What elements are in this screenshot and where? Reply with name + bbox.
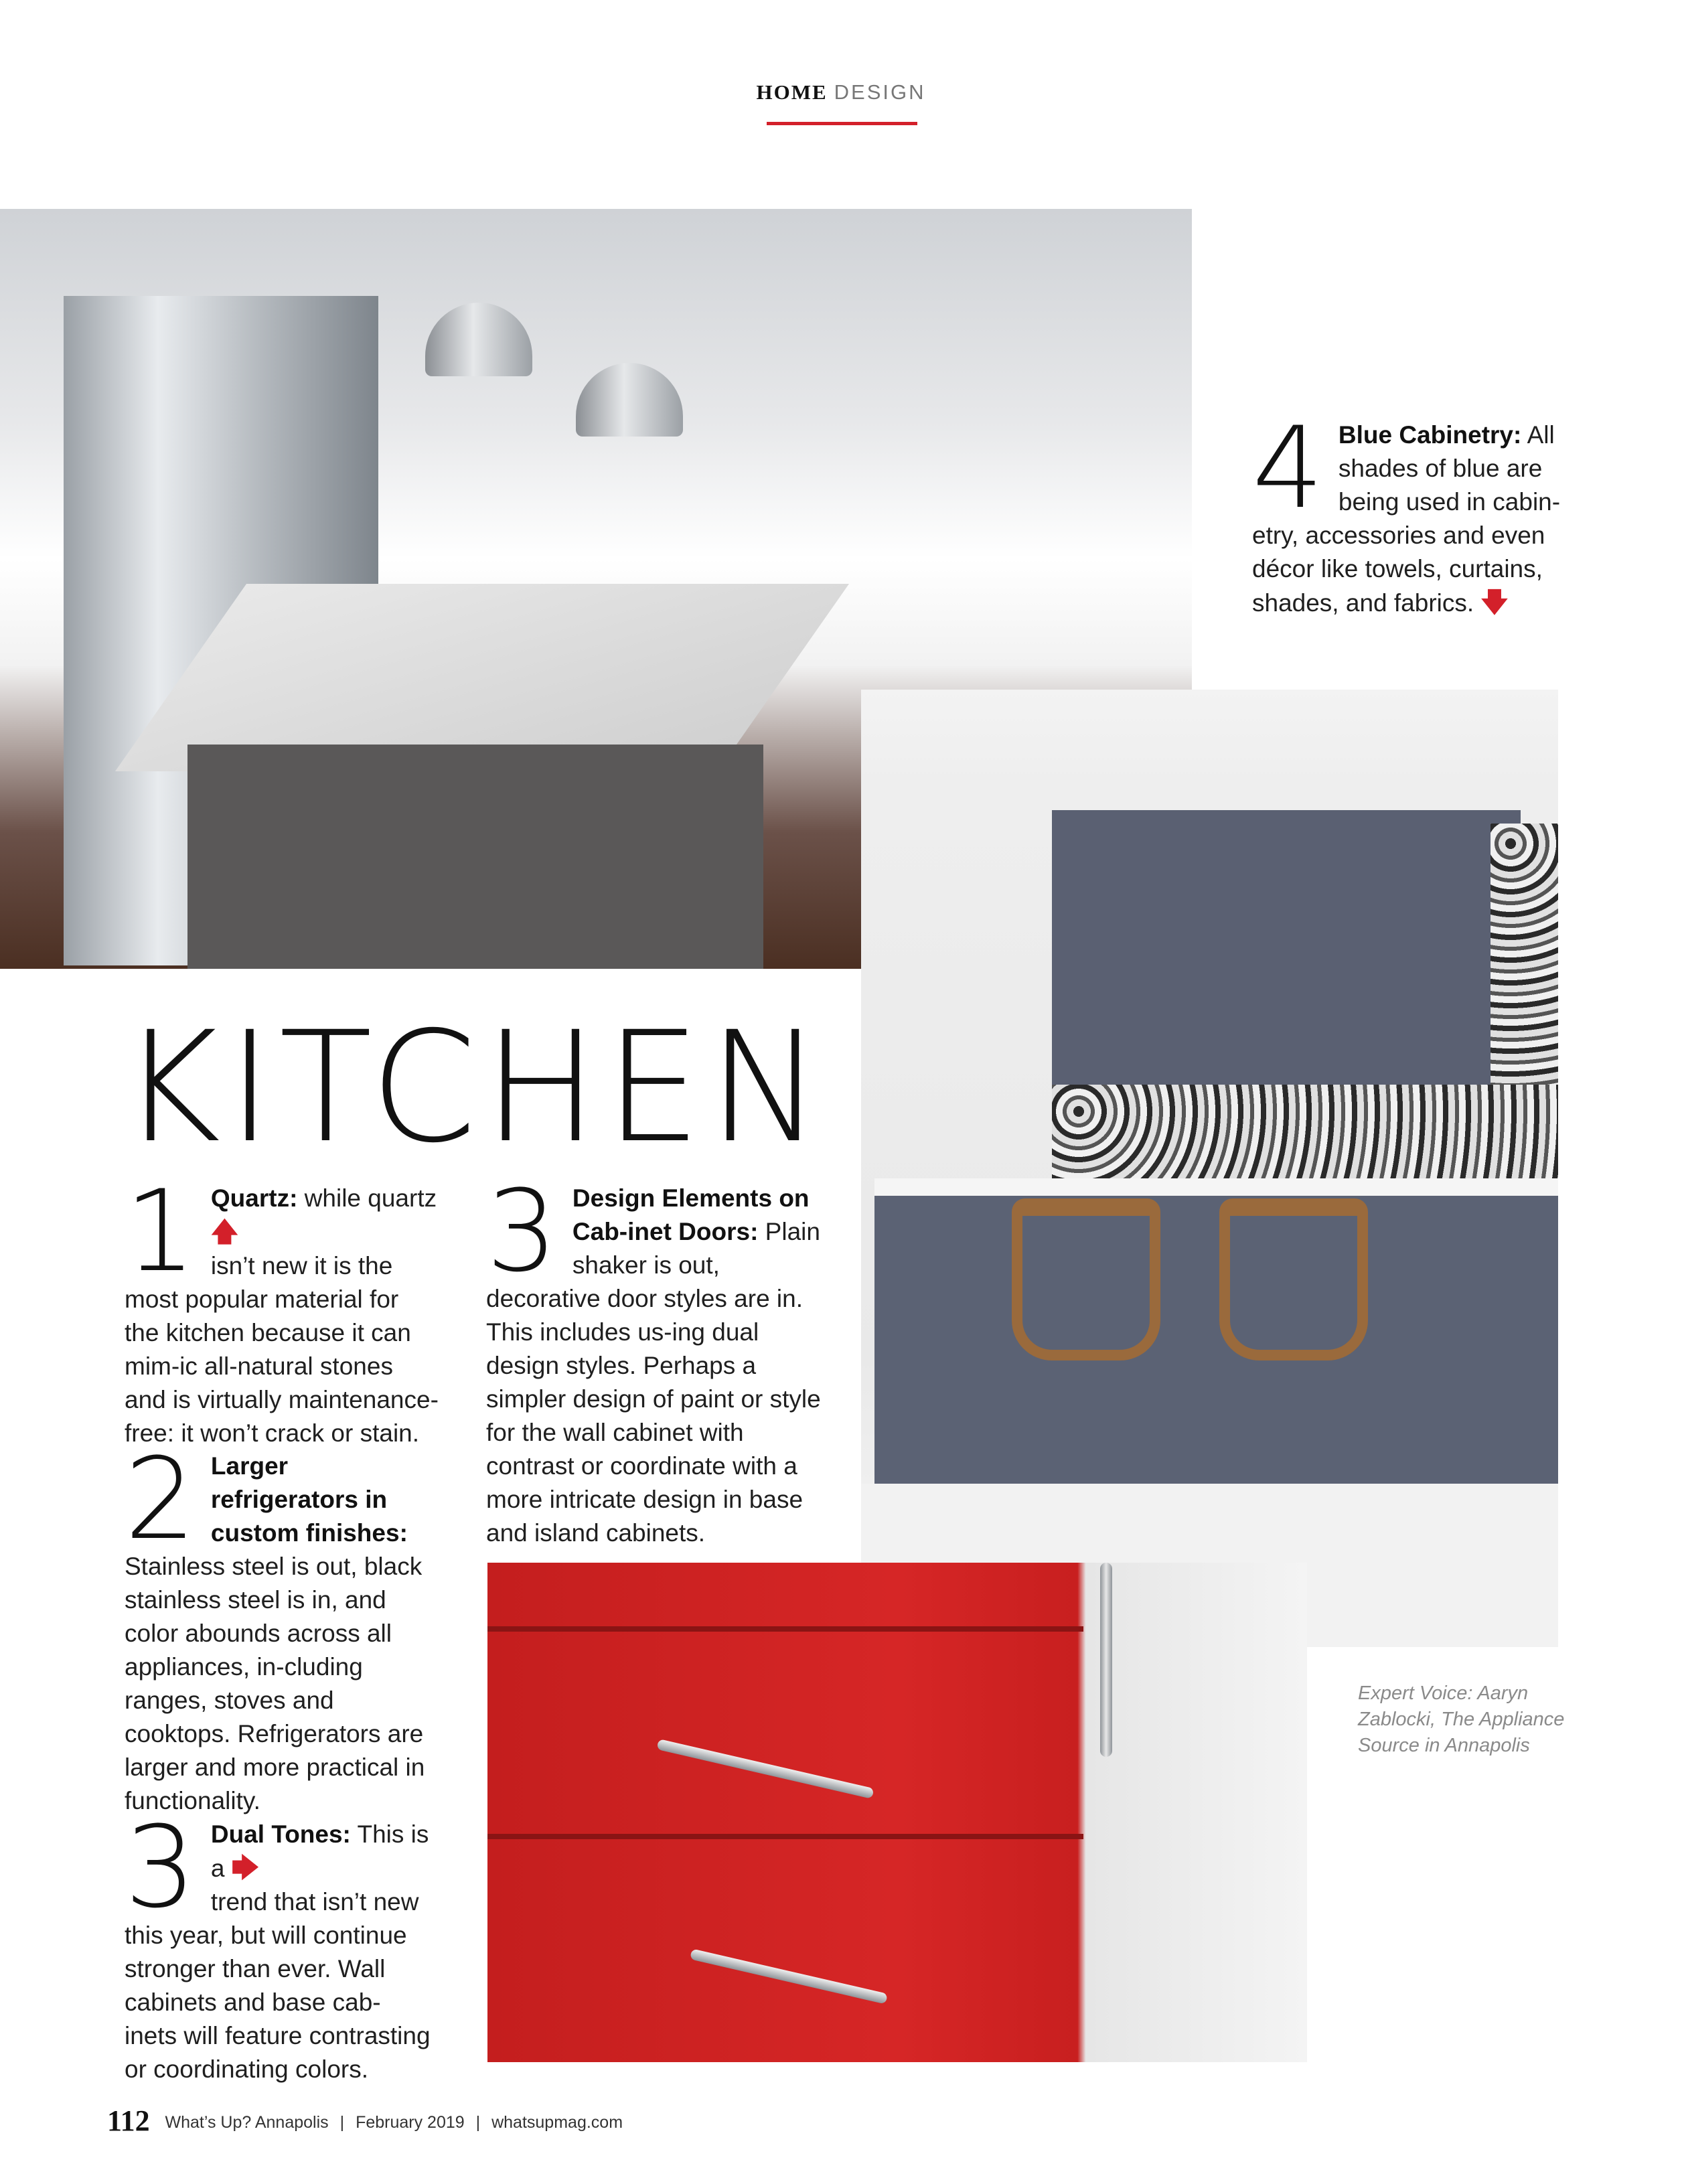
section-name: HOME [756, 80, 828, 104]
tip-text: Plain shaker is out, decorative door styles are in. This includes us-ing dual design styles. Perhaps a simpler design of paint or style for the wall cabinet with contrast or coordinate with a more intricate design in base and island cabinets. [486, 1218, 821, 1547]
tip-lead: Blue Cabinetry: [1338, 421, 1522, 449]
tip-text: All shades of blue are being used in cabin-etry, accessories and even décor like towels, curtains, shades, and fabrics. [1252, 421, 1561, 617]
page-number: 112 [107, 2104, 150, 2137]
tip-text: isn’t new it is the most popular material for the kitchen because it can mim-ic all-natural stones and is virtually maintenance-free: it won’t crack or stain. [125, 1252, 439, 1447]
photo-upper-cabinets-shape [1052, 810, 1521, 1085]
photo-door-bar [1100, 1563, 1112, 1757]
tip-text: Stainless steel is out, black stainless steel is in, and color abounds across all appliances, in-cluding ranges, stoves and cooktops. Refrigerators are larger and more practical in functionality. [125, 1553, 425, 1814]
tip-quartz [125, 1166, 439, 1450]
tip-lead: Design Elements on Cab-inet Doors: [572, 1184, 810, 1245]
tip-number: 3 [125, 1802, 196, 1933]
header-rule [767, 122, 917, 125]
photo-island-base-shape [187, 745, 763, 969]
tip-number: 4 [1252, 402, 1324, 534]
tip-design-elements [486, 1166, 834, 1550]
photo-drawer-handle [656, 1739, 874, 1799]
tip-number: 2 [125, 1433, 196, 1565]
tip-number: 3 [486, 1166, 558, 1297]
photo-caption: Expert Voice: Aaryn Zablocki, The Appliance Source in Annapolis [1358, 1683, 1565, 1756]
arrow-down-icon: 🡇 [1480, 588, 1509, 617]
website-link[interactable]: whatsupmag.com [491, 2113, 623, 2132]
tip-refrigerators [125, 1433, 433, 1818]
photo-blue-kitchen [861, 690, 1558, 1647]
page-footer [107, 2104, 623, 2138]
page-title: KITCHEN [121, 998, 829, 1176]
tip-lead: Quartz: [210, 1184, 298, 1212]
subsection-name: DESIGN [834, 80, 926, 104]
tip-lead: Larger refrigerators in custom finishes: [210, 1452, 408, 1547]
photo-tile-shape [1490, 824, 1558, 1085]
photo-stool-shape [1219, 1198, 1368, 1360]
photo-lower-cabinets-shape [874, 1196, 1558, 1484]
arrow-up-icon: 🡅 [210, 1217, 239, 1247]
tip-text: This is a [210, 1820, 429, 1882]
photo-stool-shape [1012, 1198, 1160, 1360]
publication-name: What’s Up? Annapolis [165, 2113, 329, 2132]
photo-drawer-seam [487, 1834, 1083, 1839]
tip-text: while quartz [297, 1184, 437, 1212]
photo-pendant-shape [425, 303, 532, 376]
tip-text: trend that isn’t new this year, but will continue stronger than ever. Wall cabinets and base cab-inets will feature contrasting or coordinating colors. [125, 1888, 431, 2083]
tip-blue-cabinetry [1252, 402, 1567, 620]
arrow-right-icon: 🡆 [231, 1853, 260, 1883]
footer-separator: | [339, 2113, 345, 2132]
photo-counter-shape [874, 1178, 1558, 1197]
tip-number: 1 [125, 1166, 196, 1297]
issue-date: February 2019 [356, 2113, 465, 2132]
footer-separator: | [475, 2113, 481, 2132]
photo-drawer-handle [690, 1948, 888, 2004]
photo-pendant-shape [576, 363, 683, 437]
photo-backsplash-shape [1052, 1085, 1558, 1178]
photo-drawer-seam [487, 1626, 1083, 1632]
tip-lead: Dual Tones: [210, 1820, 351, 1848]
section-header [0, 80, 1682, 104]
photo-red-drawers [487, 1563, 1307, 2062]
tip-dual-tones [125, 1802, 433, 2086]
